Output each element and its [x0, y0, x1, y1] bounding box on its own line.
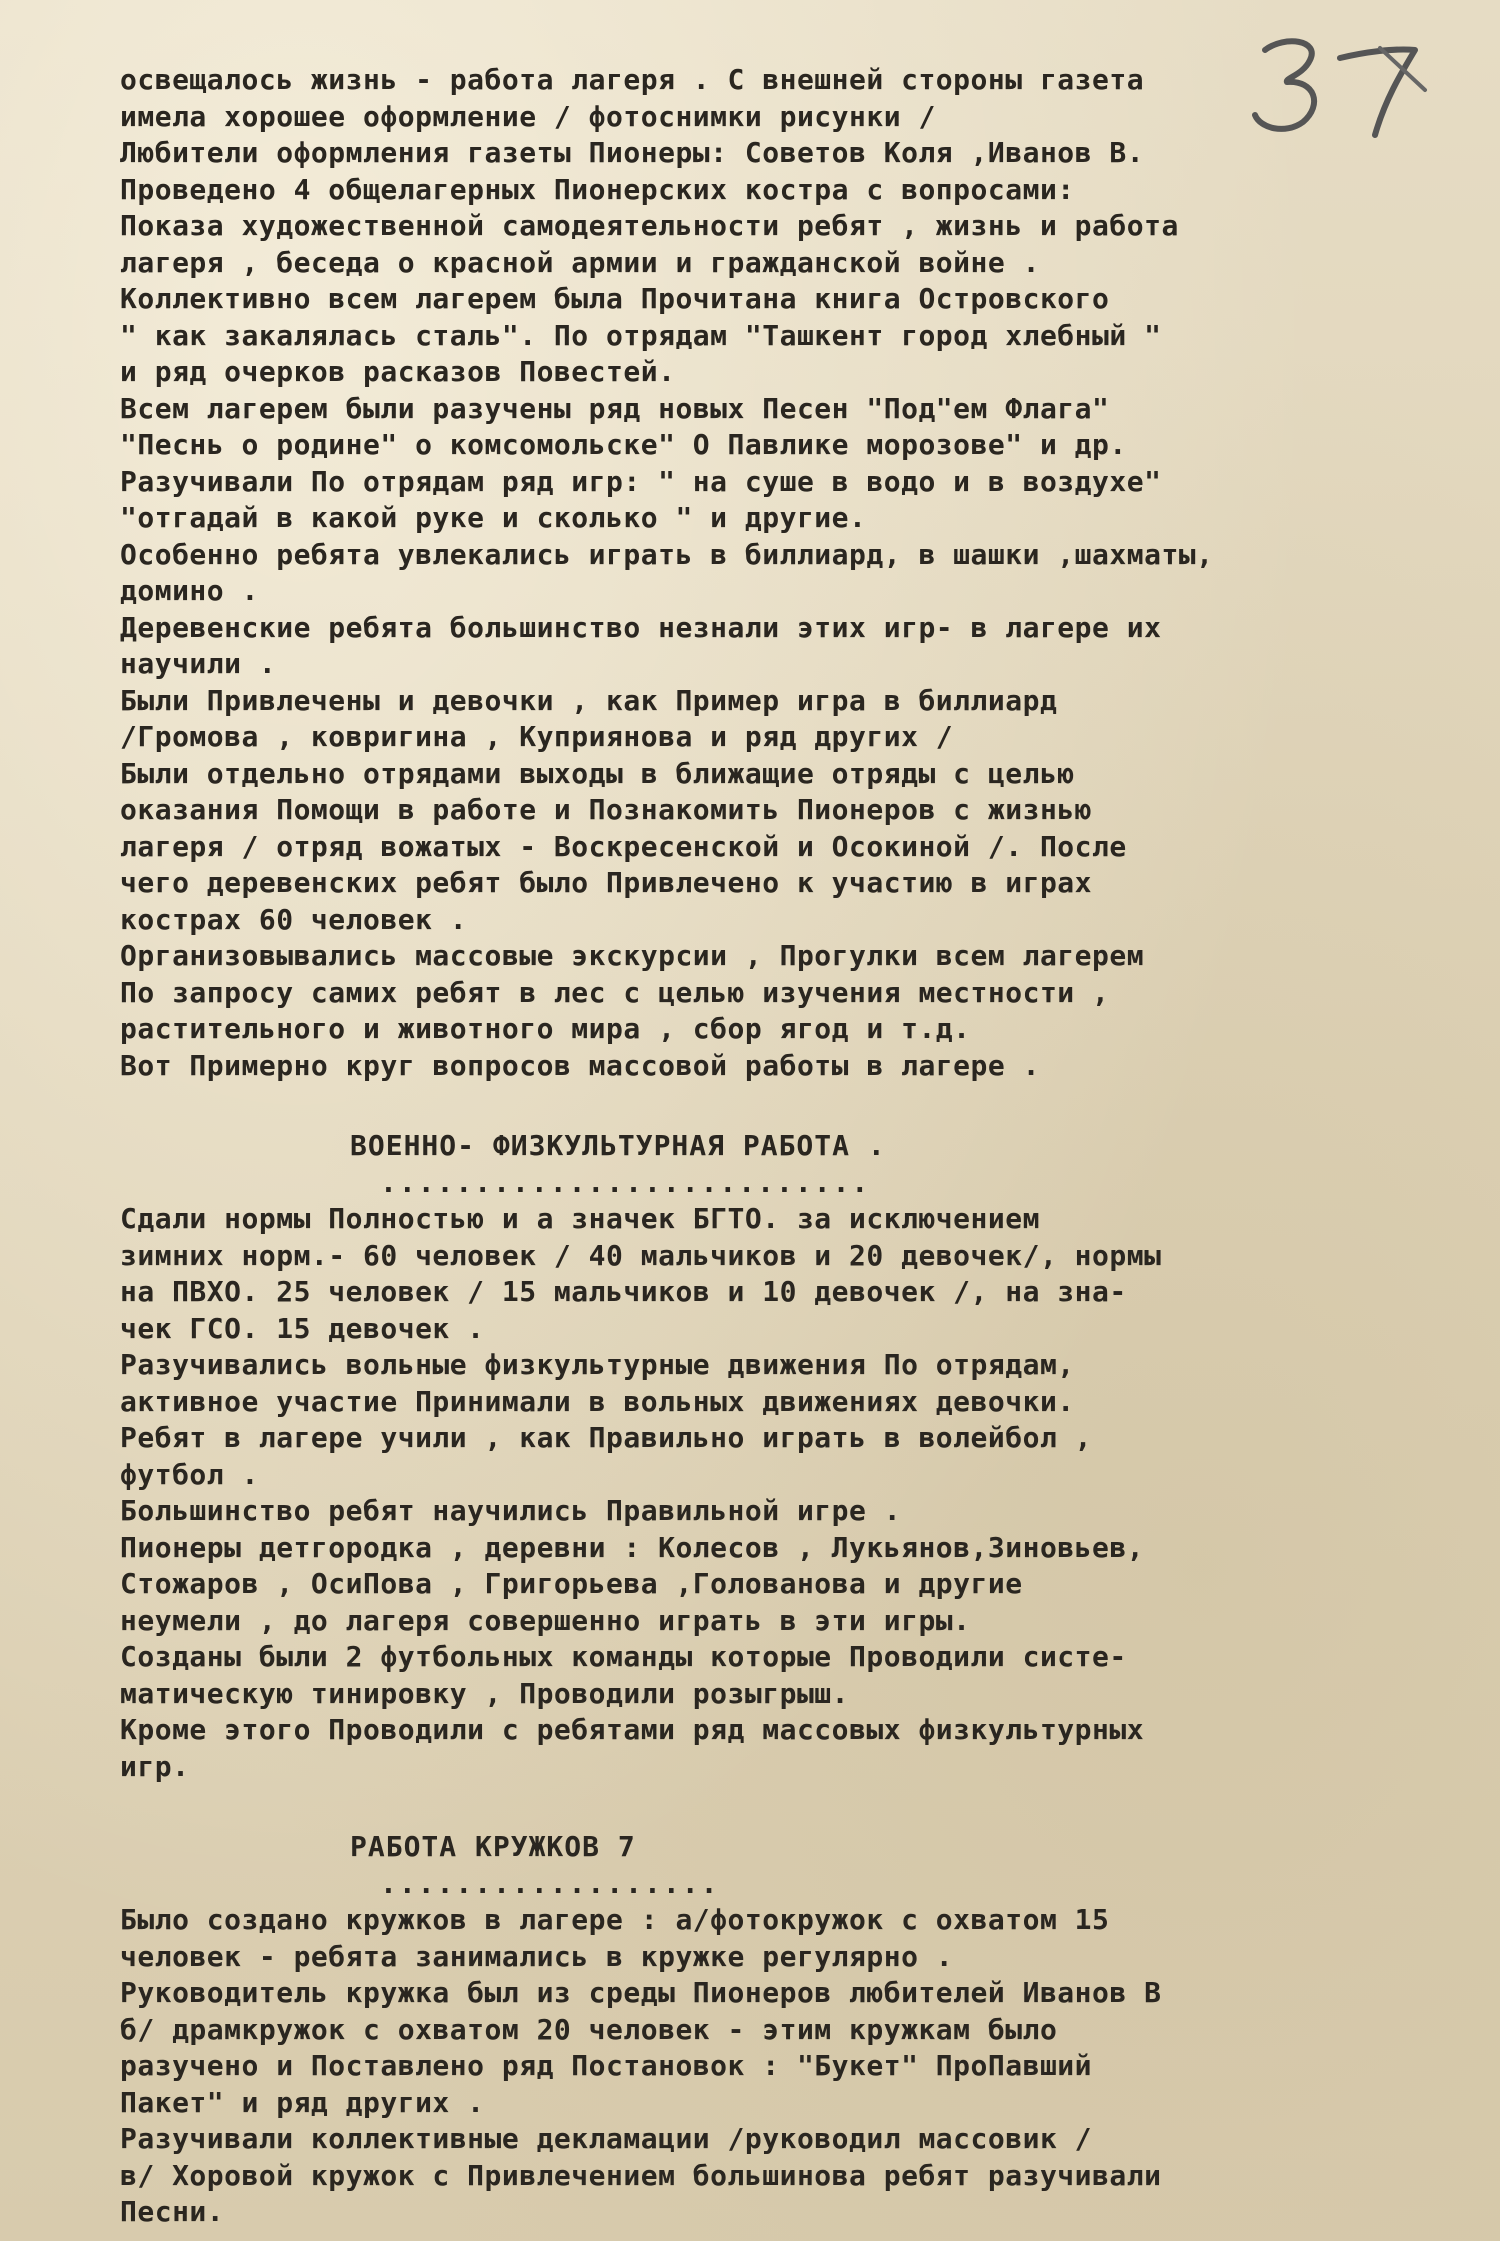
text-line: освещалось жизнь - работа лагеря . С внешней стороны газета	[120, 63, 1145, 96]
text-line: Стожаров , ОсиПова , Григорьева ,Голованова и другие	[120, 1567, 1023, 1600]
text-line: Организовывались массовые экскурсии , Прогулки всем лагерем	[120, 939, 1145, 972]
text-line: лагеря / отряд вожатых - Воскресенской и Осокиной /. После	[120, 829, 1127, 863]
text-line: По запросу самих ребят в лес с целью изучения местности ,	[120, 975, 1110, 1009]
text-line: Коллективно всем лагерем была Прочитана книга Островского	[120, 282, 1110, 315]
heading-underline-dots: ..................	[380, 1866, 720, 1900]
section-heading: ВОЕННО- ФИЗКУЛЬТУРНАЯ РАБОТА .	[350, 1129, 886, 1162]
section-heading: РАБОТА КРУЖКОВ 7	[350, 1830, 636, 1863]
text-line: Разучивали коллективные декламации /руководил массовик /	[120, 2122, 1093, 2155]
text-line: лагеря , беседа о красной армии и гражданской войне .	[120, 245, 1040, 279]
text-line: домино .	[120, 574, 259, 607]
text-line: Разучивались вольные физкультурные движения По отрядам,	[120, 1348, 1075, 1381]
intro-section	[120, 62, 1460, 1084]
text-line: б/ драмкружок с охватом 20 человек - этим кружкам было	[120, 2012, 1058, 2046]
text-line: чек ГСО. 15 девочек .	[120, 1311, 485, 1345]
clubs-section	[120, 1829, 1460, 2231]
text-line: Особенно ребята увлекались играть в биллиард, в шашки ,шахматы,	[120, 537, 1214, 571]
text-line: имела хорошее оформление / фотоснимки рисунки /	[120, 99, 936, 133]
text-line: Созданы были 2 футбольных команды которые Проводили систе-	[120, 1640, 1127, 1673]
text-line: футбол .	[120, 1457, 259, 1491]
text-line: разучено и Поставлено ряд Постановок : "Букет" ПроПавший	[120, 2049, 1093, 2082]
text-line: /Громова , ковригина , Куприянова и ряд других /	[120, 720, 954, 753]
text-line: Вот Примерно круг вопросов массовой работы в лагере .	[120, 1048, 1040, 1082]
text-line: оказания Помощи в работе и Познакомить Пионеров с жизнью	[120, 793, 1093, 826]
text-line: активное участие Принимали в вольных движениях девочки.	[120, 1384, 1075, 1418]
text-line: Было создано кружков в лагере : а/фотокружок с охватом 15	[120, 1903, 1110, 1936]
text-line: "Песнь о родине" о комсомольске" О Павлике морозове" и др.	[120, 428, 1127, 461]
heading-underline-dots: ..........................	[380, 1165, 871, 1199]
text-line: Сдали нормы Полностью и а значек БГТО. за исключением	[120, 1202, 1040, 1235]
text-line: растительного и животного мира , сбор ягод и т.д.	[120, 1012, 971, 1045]
text-line: человек - ребята занимались в кружке регулярно .	[120, 1939, 954, 1973]
text-line: игр.	[120, 1749, 190, 1783]
text-line: научили .	[120, 647, 277, 680]
text-line: зимних норм.- 60 человек / 40 мальчиков и 20 девочек/, нормы	[120, 1238, 1162, 1272]
text-line: Были отдельно отрядами выходы в ближащие отряды с целью	[120, 756, 1075, 790]
text-line: Разучивали По отрядам ряд игр: " на суше в водо и в воздухе"	[120, 464, 1162, 498]
text-line: на ПВХО. 25 человек / 15 мальчиков и 10 девочек /, на зна-	[120, 1275, 1127, 1308]
text-line: неумели , до лагеря совершенно играть в эти игры.	[120, 1603, 971, 1637]
text-line: кострах 60 человек .	[120, 902, 468, 936]
text-line: в/ Хоровой кружок с Привлечением большинова ребят разучивали	[120, 2158, 1162, 2192]
text-line: "отгадай в какой руке и сколько " и другие.	[120, 501, 867, 534]
text-line: Ребят в лагере учили , как Правильно играть в волейбол ,	[120, 1421, 1093, 1454]
text-line: Руководитель кружка был из среды Пионеров любителей Иванов В	[120, 1976, 1162, 2009]
text-line: Кроме этого Проводили с ребятами ряд массовых физкультурных	[120, 1713, 1145, 1746]
text-line: Пионеры детгородка , деревни : Колесов , Лукьянов,Зиновьев,	[120, 1530, 1145, 1564]
text-line: и ряд очерков расказов Повестей.	[120, 355, 676, 388]
text-line: матическую тинировку , Проводили розыгрыш.	[120, 1676, 850, 1710]
military-section	[120, 1128, 1460, 1785]
text-line: Пакет" и ряд других .	[120, 2085, 485, 2119]
text-line: Песни.	[120, 2195, 225, 2228]
text-line: Большинство ребят научились Правильной игре .	[120, 1494, 902, 1527]
text-line: Были Привлечены и девочки , как Пример игра в биллиард	[120, 683, 1058, 717]
text-line: Всем лагерем были разучены ряд новых Песен "Под"ем Флага"	[120, 391, 1110, 425]
text-line: Показа художественной самодеятельности ребят , жизнь и работа	[120, 209, 1179, 242]
text-line: Деревенские ребята большинство незнали этих игр- в лагере их	[120, 610, 1162, 644]
text-line: " как закалялась сталь". По отрядам "Ташкент город хлебный "	[120, 318, 1162, 352]
text-line: Проведено 4 общелагерных Пионерских костра с вопросами:	[120, 172, 1075, 206]
text-line: чего деревенских ребят было Привлечено к участию в играх	[120, 866, 1093, 899]
typewritten-text	[120, 62, 1460, 2231]
text-line: Любители оформления газеты Пионеры: Советов Коля ,Иванов В.	[120, 136, 1145, 169]
